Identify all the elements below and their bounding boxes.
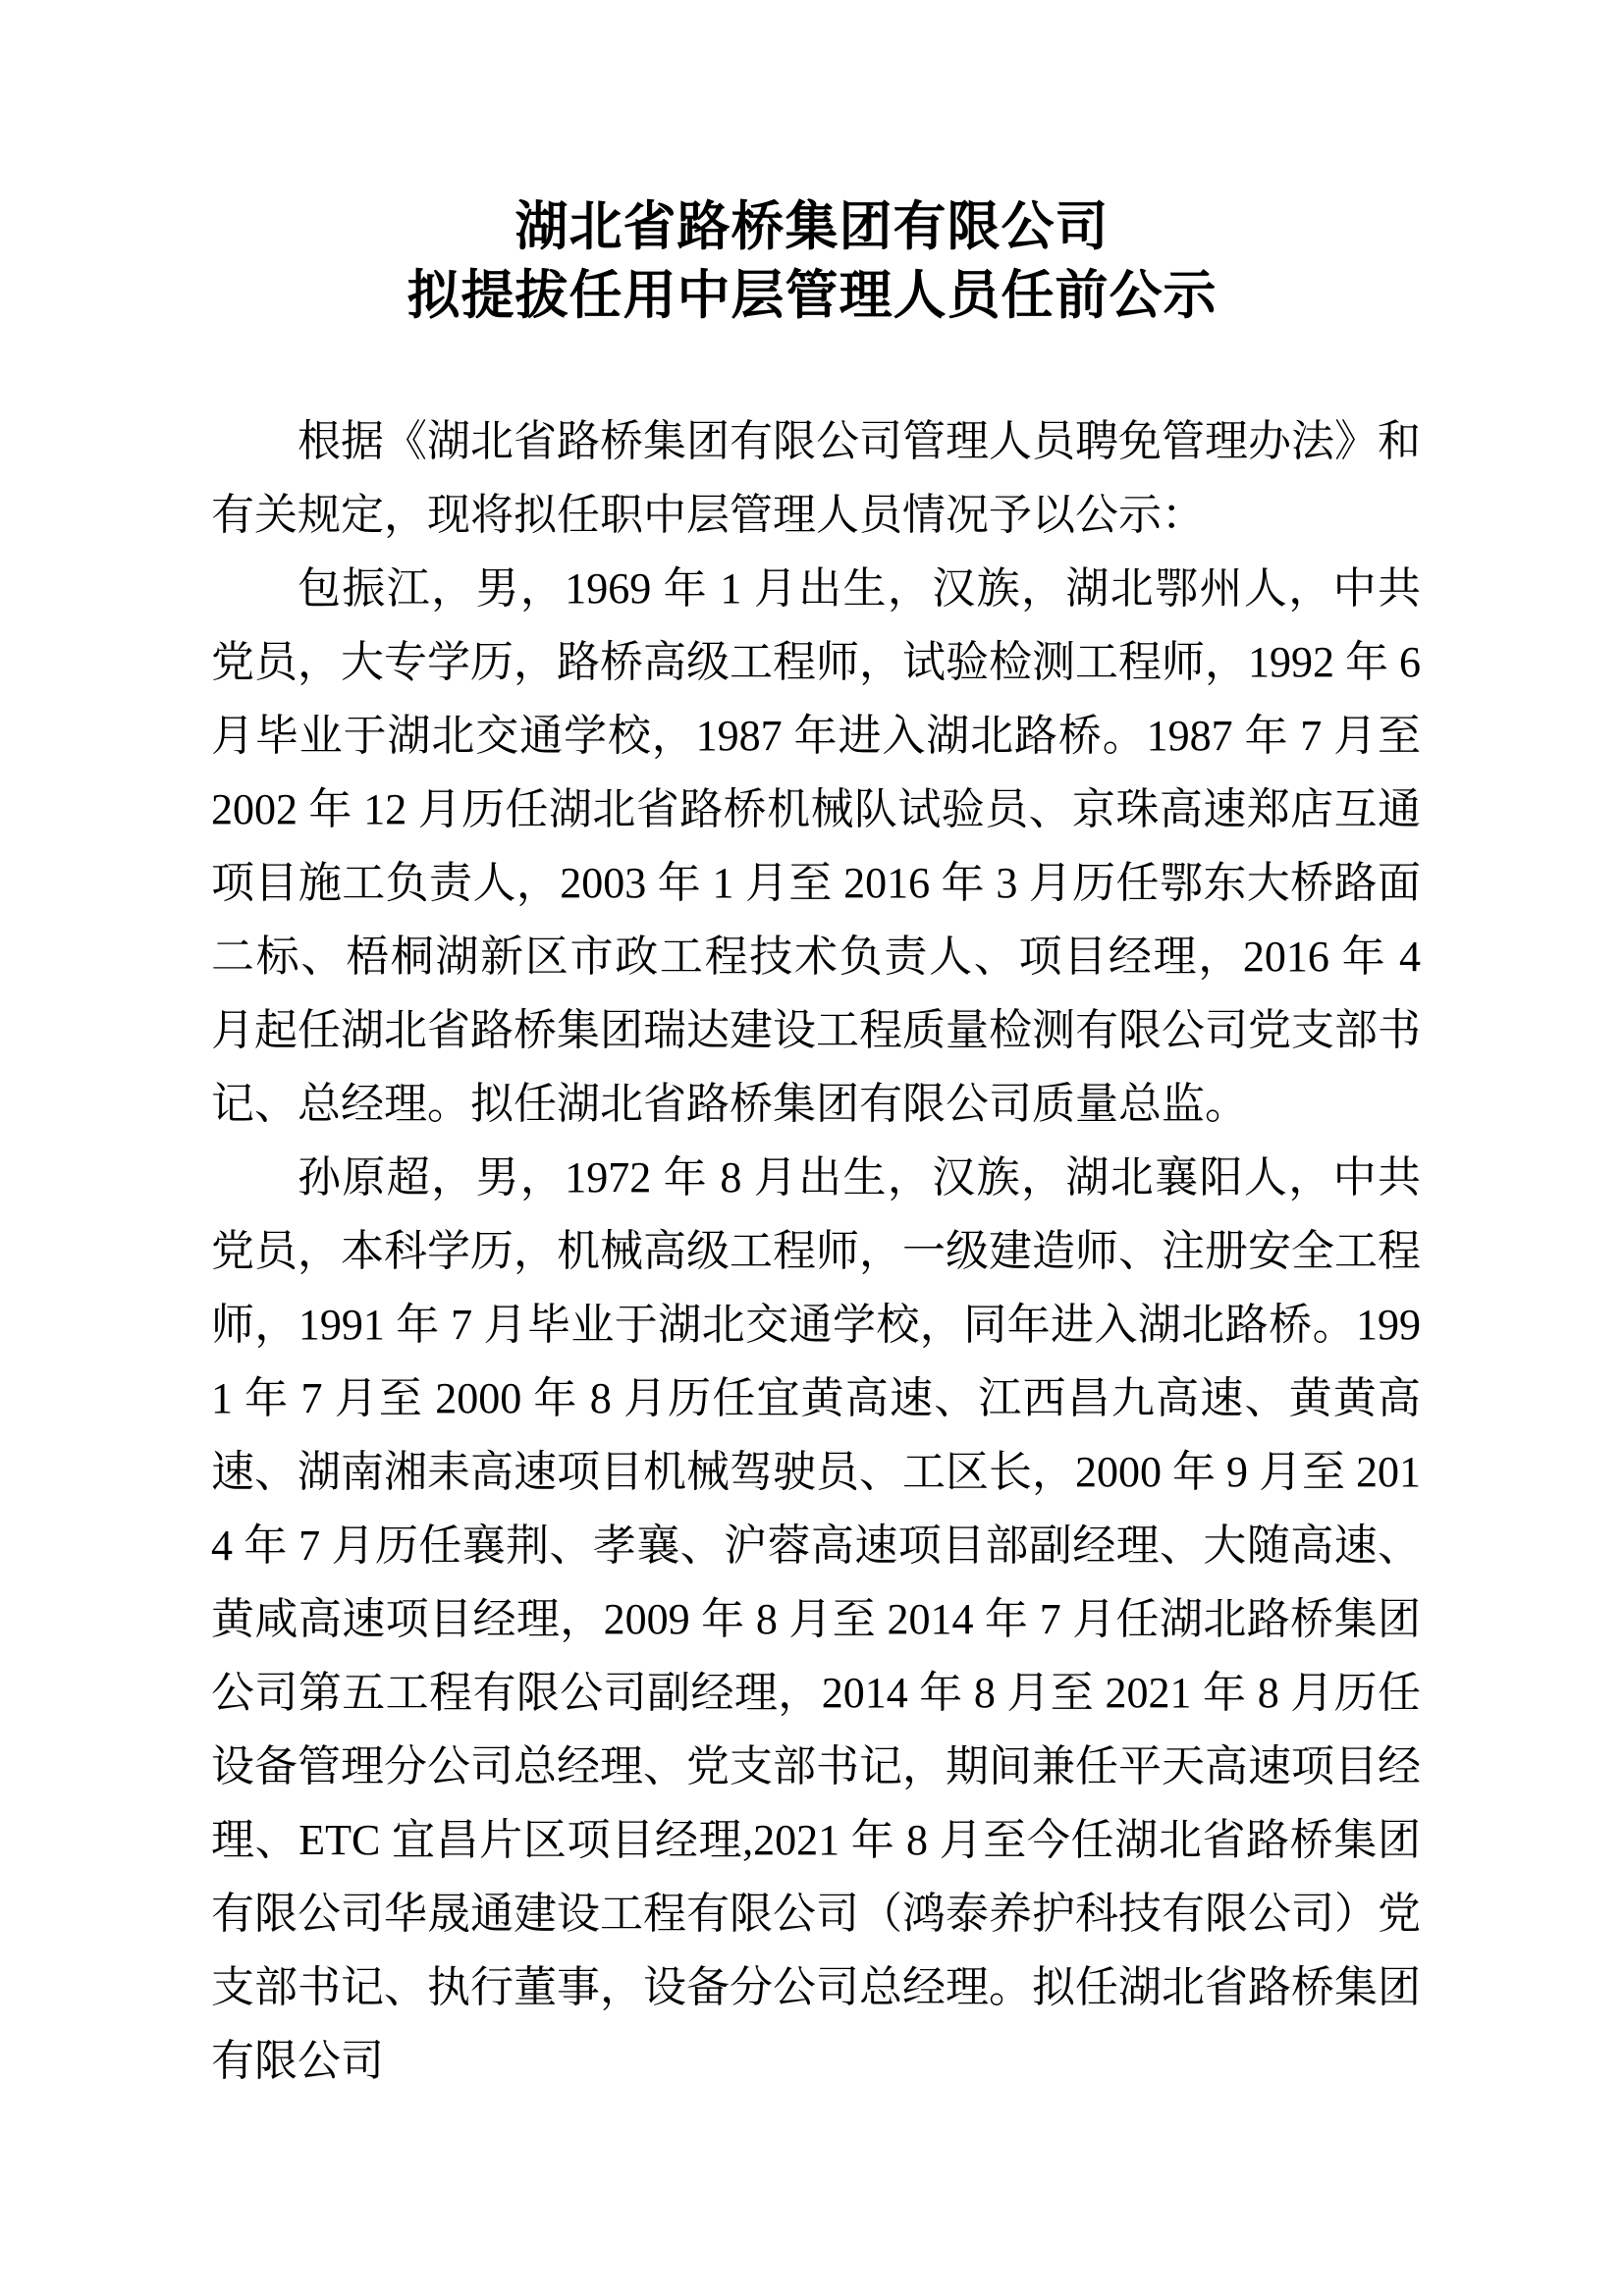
paragraph-intro: 根据《湖北省路桥集团有限公司管理人员聘免管理办法》和有关规定，现将拟任职中层管理人员情况予以公示： [211,417,1421,539]
document-body [211,404,1421,2098]
paragraph-candidate-bao-zhenjiang: 包振江，男，1969 年 1 月出生，汉族，湖北鄂州人，中共党员，大专学历，路桥高级工程师，试验检测工程师，1992 年 6 月毕业于湖北交通学校，1987 年进入湖北路桥。1987 年 7 月至 2002 年 12 月历任湖北省路桥机械队试验员、京珠高速郑店互通项目施工负责人，2003 年 1 月至 2016 年 3 月历任鄂东大桥路面二标、梧桐湖新区市政工程技术负责人、项目经理，2016 年 4 月起任湖北省路桥集团瑞达建设工程质量检测有限公司党支部书记、总经理。拟任湖北省路桥集团有限公司质量总监。 [211,564,1421,1128]
document-title-line-1: 湖北省路桥集团有限公司 [514,197,1110,256]
document-title [0,0,1624,330]
document-title-line-2: 拟提拔任用中层管理人员任前公示 [406,266,1218,325]
paragraph-candidate-sun-yuanchao: 孙原超，男，1972 年 8 月出生，汉族，湖北襄阳人，中共党员，本科学历，机械高级工程师，一级建造师、注册安全工程师，1991 年 7 月毕业于湖北交通学校，同年进入湖北路桥。1991 年 7 月至 2000 年 8 月历任宜黄高速、江西昌九高速、黄黄高速、湖南湘耒高速项目机械驾驶员、工区长，2000 年 9 月至 2014 年 7 月历任襄荆、孝襄、沪蓉高速项目部副经理、大随高速、黄咸高速项目经理，2009 年 8 月至 2014 年 7 月任湖北路桥集团公司第五工程有限公司副经理，2014 年 8 月至 2021 年 8 月历任设备管理分公司总经理、党支部书记，期间兼任平天高速项目经理、ETC 宜昌片区项目经理,2021 年 8 月至今任湖北省路桥集团有限公司华晟通建设工程有限公司（鸿泰养护科技有限公司）党支部书记、执行董事，设备分公司总经理。拟任湖北省路桥集团有限公司 [211,1153,1421,2085]
